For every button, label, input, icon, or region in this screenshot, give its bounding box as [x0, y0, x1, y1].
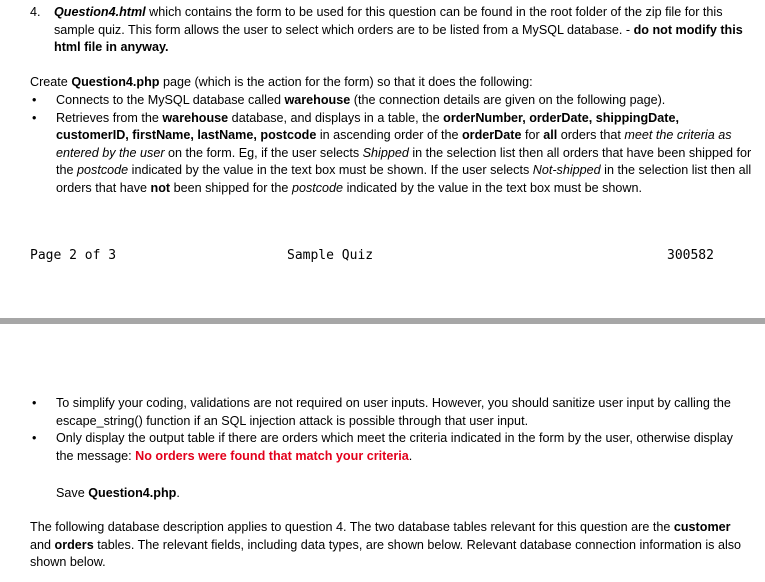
requirements-list-continued	[30, 395, 752, 465]
create-filename: Question4.php	[71, 75, 160, 89]
create-pre: Create	[30, 75, 72, 89]
create-instruction	[30, 74, 750, 92]
b2-postcode-2: postcode	[291, 180, 344, 195]
b2-text-4: for	[521, 128, 544, 143]
save-pre: Save	[56, 486, 89, 500]
create-post: page (which is the action for the form) so that it does the following:	[159, 75, 533, 89]
bullet-sanitize-input	[30, 395, 752, 430]
b2-fields: orderNumber, orderDate, shippingDate, customerID, firstName, lastName, postcode	[56, 110, 679, 143]
dbdesc-text-2: and	[30, 537, 55, 552]
b2-all: all	[543, 128, 558, 143]
b2-text-8: indicated by the value in the text box must be shown. If the user selects	[128, 163, 533, 178]
b2-not: not	[150, 180, 171, 195]
question-filename: Question4.html	[54, 5, 146, 19]
b2-shipped: Shipped	[362, 145, 409, 160]
question-4-text	[54, 4, 754, 57]
b2-text-3: in ascending order of the	[316, 128, 462, 143]
b2-text-10: been shipped for the	[170, 180, 292, 195]
b2-text-2: database, and displays in a table, the	[228, 110, 444, 125]
no-orders-message: No orders were found that match your criteria	[135, 448, 409, 463]
dbdesc-text-1: The following database description applies to question 4. The two database tables relevant for this question are the	[30, 520, 674, 534]
bullet-icon: •	[32, 110, 37, 125]
bullet-retrieve-orders	[30, 110, 752, 198]
footer-title: Sample Quiz	[287, 248, 374, 263]
b2-text-11: indicated by the value in the text box must be shown.	[343, 180, 643, 195]
bullet-connect-database	[30, 92, 752, 110]
b2-not-shipped: Not-shipped	[532, 163, 601, 178]
database-description	[30, 519, 750, 572]
save-instruction	[56, 485, 180, 503]
footer-unit-code: 300582	[667, 248, 714, 263]
bullet-icon: •	[32, 431, 37, 446]
b2-criteria: meet the criteria as entered by the user	[56, 128, 732, 160]
requirements-list	[30, 92, 752, 198]
save-post: .	[176, 486, 180, 500]
bullet-icon: •	[32, 396, 37, 410]
b2-postcode-1: postcode	[77, 163, 129, 178]
b2-text-5: orders that	[557, 128, 625, 143]
b2-text-6: on the form. Eg, if the user selects	[164, 145, 363, 160]
question-number: 4.	[30, 5, 41, 19]
footer-page-number: Page 2 of 3	[30, 248, 117, 263]
bullet-icon: •	[32, 93, 37, 107]
b4-text-1: Only display the output table if there are orders which meet the criteria indicated in the form by the user, otherwise display the message:	[56, 431, 733, 463]
do-not-modify-warning: do not modify this html file in anyway.	[54, 22, 743, 55]
b2-db-name: warehouse	[162, 110, 229, 125]
orders-table-name: orders	[54, 537, 94, 552]
b2-sort-field: orderDate	[461, 128, 522, 143]
customer-table-name: customer	[673, 520, 731, 534]
b1-text-1: Connects to the MySQL database called	[56, 93, 285, 107]
b1-text-2: (the connection details are given on the following page).	[350, 93, 666, 107]
bullet-display-output	[30, 430, 752, 465]
save-filename: Question4.php	[88, 486, 177, 500]
b2-text-7: in the selection list then all orders that have been shipped for the	[56, 145, 752, 178]
b4-text-2: .	[408, 448, 413, 463]
question-text-1: which contains the form to be used for this question can be found in the root folder of the zip file for this sample quiz. This form allows the user to select which orders are to be listed from a MySQL database. -	[54, 5, 723, 37]
b2-text-9: in the selection list then all orders that have	[56, 163, 752, 195]
b3-text: To simplify your coding, validations are not required on user inputs. However, you should sanitize user input by calling the escape_string() function if an SQL injection attack is possible through that user input.	[56, 396, 731, 428]
b1-db-name: warehouse	[284, 93, 351, 107]
dbdesc-text-3: tables. The relevant fields, including data types, are shown below. Relevant database connection information is also shown below.	[30, 537, 742, 570]
b2-text-1: Retrieves from the	[56, 110, 163, 125]
